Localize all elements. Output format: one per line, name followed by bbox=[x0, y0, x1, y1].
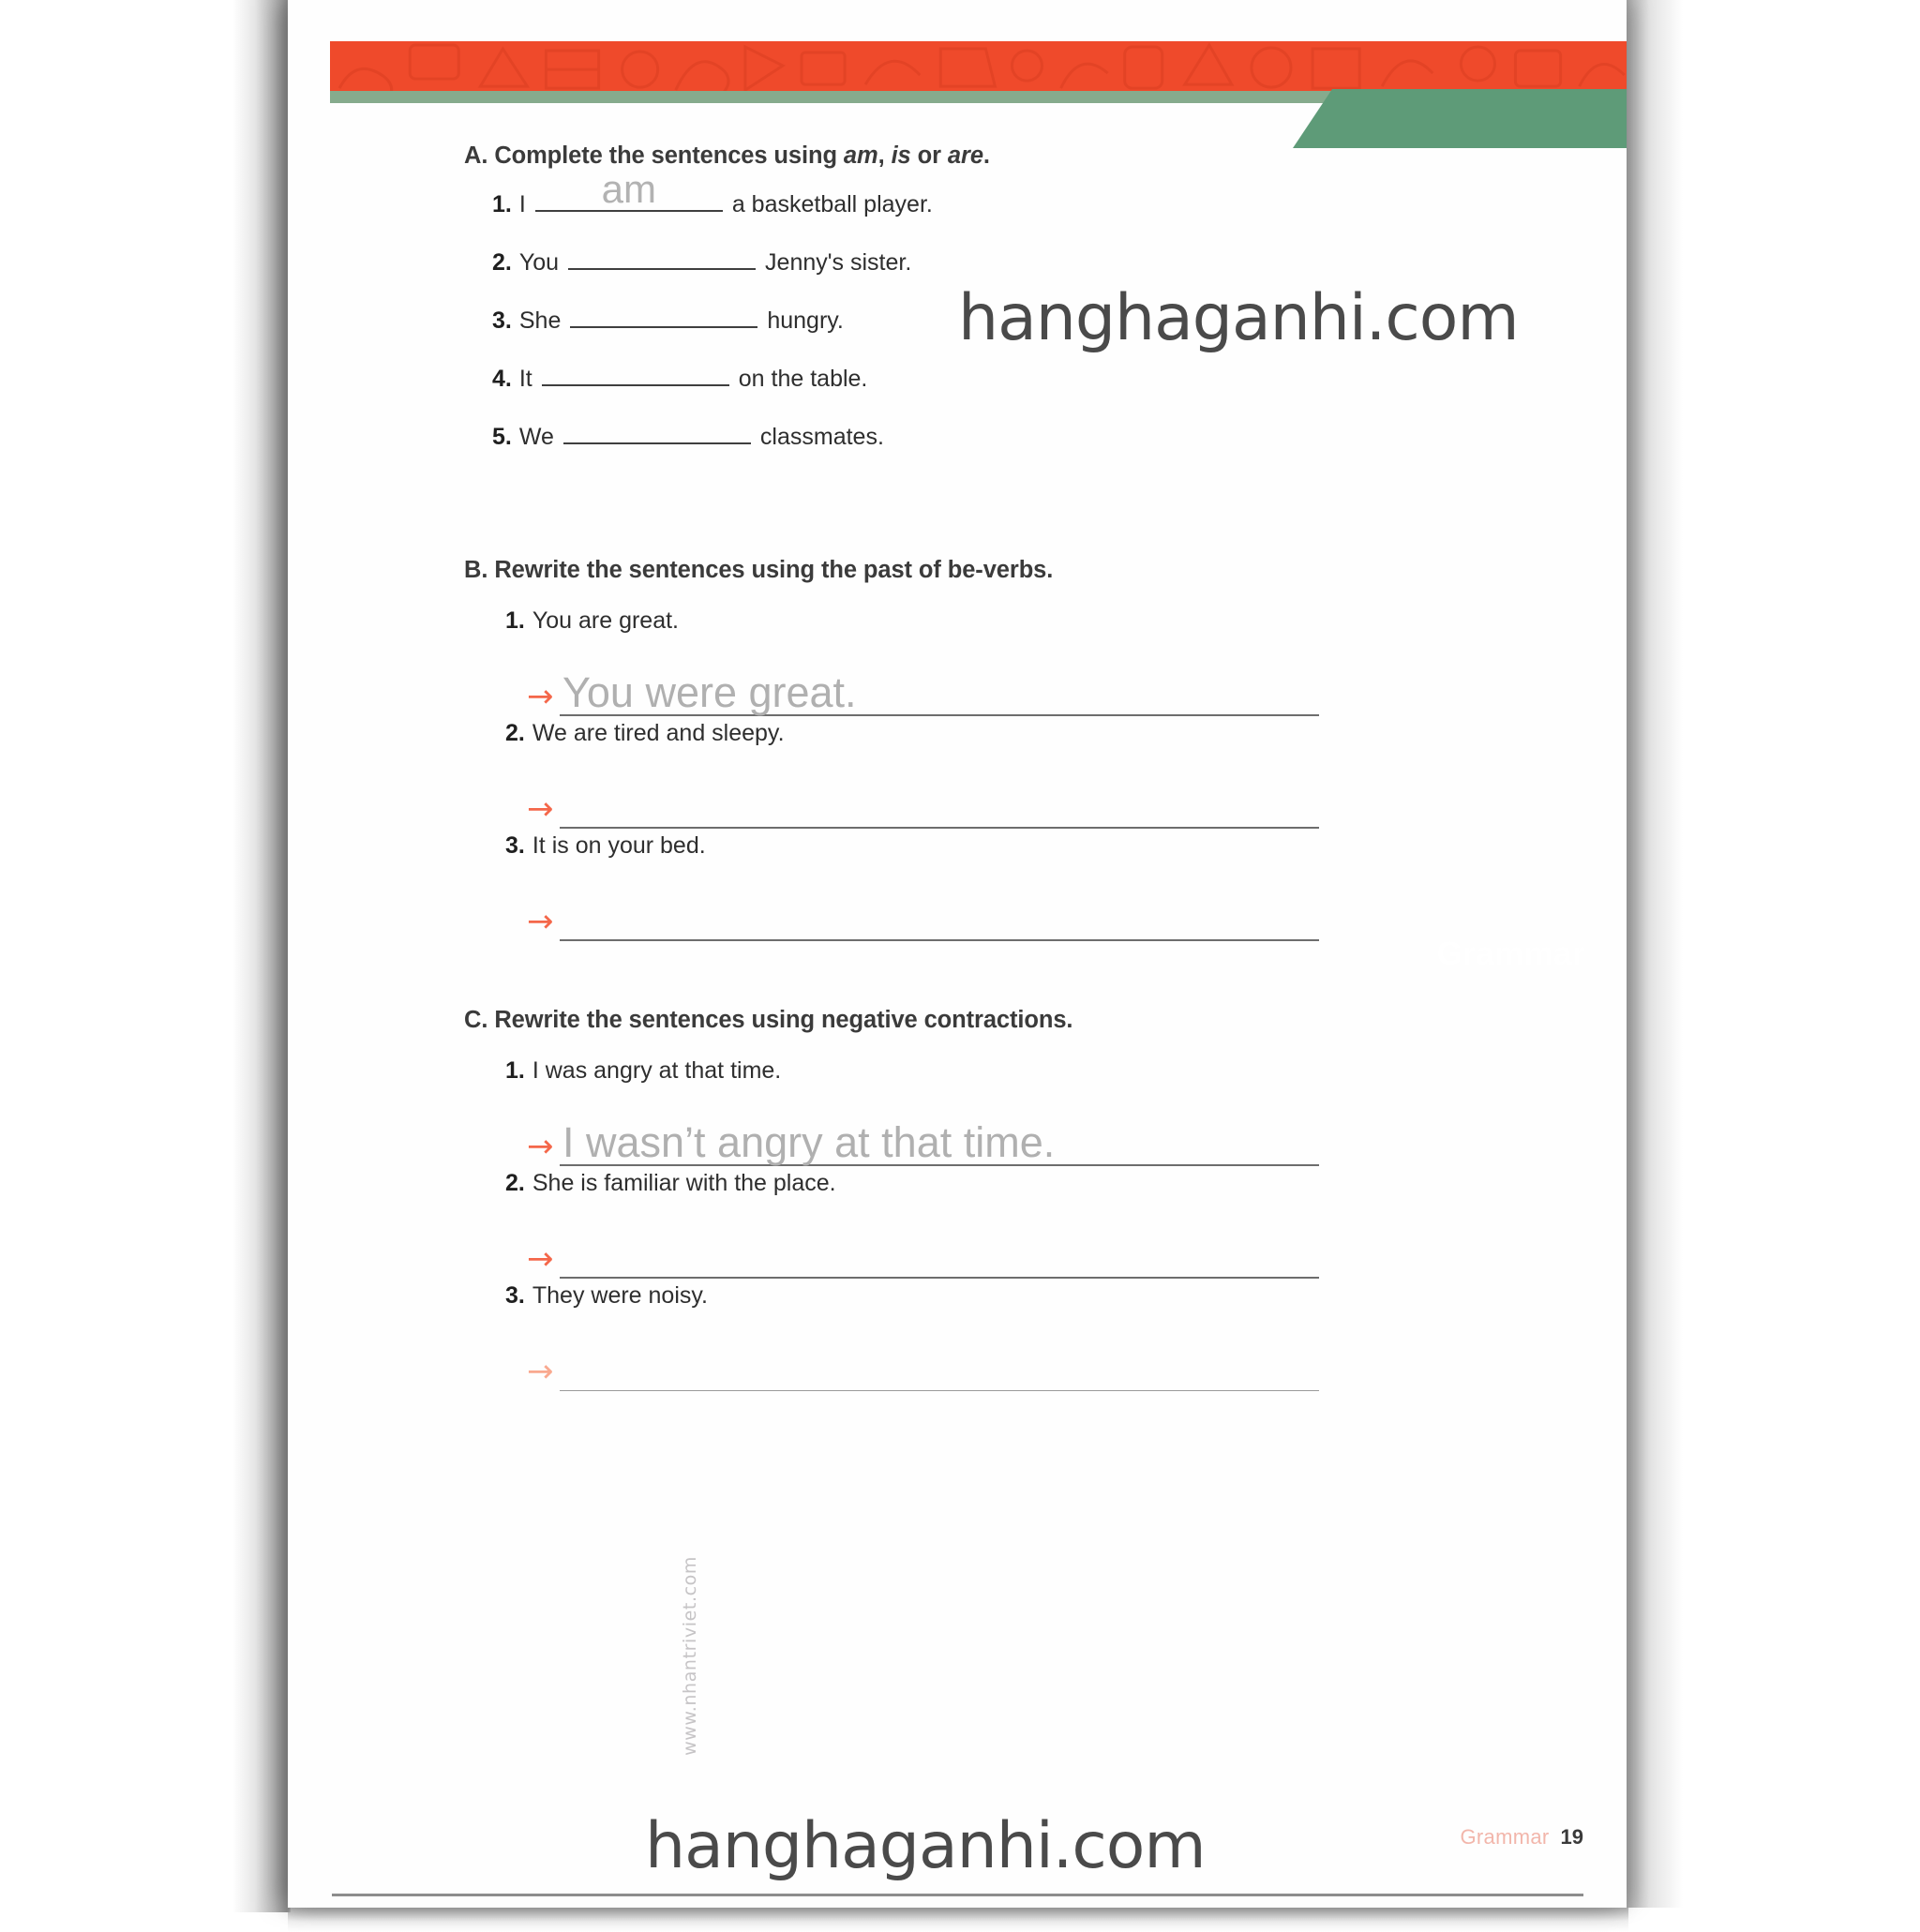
item-predicate: on the table. bbox=[738, 366, 868, 392]
section-heading-a bbox=[464, 142, 990, 170]
page-binding-shadow bbox=[232, 0, 291, 1912]
answer-line[interactable] bbox=[527, 1119, 1319, 1166]
handwritten-answer: I wasn’t angry at that time. bbox=[562, 1118, 1056, 1166]
item-number: 3. bbox=[505, 1282, 525, 1309]
section-heading-text: Complete the sentences using am, is or are. bbox=[494, 142, 990, 169]
section-letter: C. bbox=[464, 1007, 488, 1033]
section-heading-b bbox=[464, 557, 1053, 584]
footer-section-label: Grammar bbox=[1460, 1825, 1550, 1849]
exercise-prompt bbox=[505, 832, 706, 860]
arrow-right-icon: → bbox=[527, 903, 554, 940]
item-number: 3. bbox=[505, 832, 525, 859]
answer-blank[interactable] bbox=[570, 302, 758, 328]
watermark-top: hanghaganhi.com bbox=[958, 281, 1519, 355]
exercise-a-item bbox=[492, 360, 867, 393]
item-subject: We bbox=[518, 424, 554, 450]
arrow-right-icon: → bbox=[527, 1128, 554, 1165]
side-vertical-url: www.nhantriviet.com bbox=[680, 1556, 700, 1756]
handwritten-answer: am bbox=[601, 167, 656, 211]
writing-rule bbox=[560, 827, 1319, 829]
item-number: 4. bbox=[492, 366, 512, 392]
grammar-tab-label: Grammar bbox=[1436, 935, 1585, 972]
arrow-right-icon: → bbox=[527, 678, 554, 715]
arrow-right-icon: → bbox=[527, 1240, 554, 1278]
exercise-prompt bbox=[505, 720, 785, 747]
answer-line[interactable] bbox=[527, 894, 1319, 941]
ghost-text bbox=[1244, 195, 1251, 221]
item-predicate: Jenny's sister. bbox=[765, 249, 912, 276]
item-number: 2. bbox=[505, 1170, 525, 1196]
item-predicate: a basketball player. bbox=[731, 191, 933, 217]
answer-blank[interactable] bbox=[542, 360, 729, 386]
item-subject: It bbox=[518, 366, 532, 392]
writing-rule bbox=[560, 1277, 1319, 1279]
answer-line[interactable] bbox=[527, 782, 1319, 829]
footer-page-number: 19 bbox=[1560, 1825, 1583, 1849]
writing-rule bbox=[560, 939, 1319, 941]
answer-blank[interactable] bbox=[563, 418, 751, 444]
exercise-a-item bbox=[492, 167, 933, 218]
handwritten-answer: You were great. bbox=[562, 668, 857, 716]
answer-line[interactable] bbox=[527, 1232, 1319, 1279]
prompt-sentence: She is familiar with the place. bbox=[532, 1170, 836, 1196]
item-number: 1. bbox=[505, 607, 525, 634]
answer-blank[interactable] bbox=[568, 244, 756, 270]
prompt-sentence: I was angry at that time. bbox=[532, 1057, 782, 1084]
answer-blank[interactable] bbox=[535, 167, 723, 212]
page-right-shadow bbox=[1627, 0, 1683, 1908]
watermark-bottom: hanghaganhi.com bbox=[645, 1809, 1206, 1883]
footer-rule bbox=[332, 1894, 1583, 1896]
exercise-a-item bbox=[492, 302, 844, 335]
prompt-sentence: We are tired and sleepy. bbox=[532, 720, 785, 746]
exercise-prompt bbox=[505, 1057, 781, 1085]
prompt-sentence: You are great. bbox=[532, 607, 679, 634]
prompt-sentence: It is on your bed. bbox=[532, 832, 706, 859]
arrow-right-icon: → bbox=[527, 1353, 554, 1390]
exercise-prompt bbox=[505, 1170, 836, 1197]
answer-line[interactable] bbox=[527, 669, 1319, 716]
prompt-sentence: They were noisy. bbox=[532, 1282, 708, 1309]
writing-rule bbox=[560, 1390, 1319, 1391]
arrow-right-icon: → bbox=[527, 790, 554, 828]
item-subject: She bbox=[518, 307, 562, 334]
item-number: 1. bbox=[505, 1057, 525, 1084]
exercise-prompt bbox=[505, 607, 679, 635]
item-predicate: hungry. bbox=[767, 307, 844, 334]
section-letter: B. bbox=[464, 557, 488, 583]
section-heading-c bbox=[464, 1007, 1072, 1034]
section-heading-text: Rewrite the sentences using negative contractions. bbox=[494, 1007, 1073, 1033]
page-bottom-shadow bbox=[288, 1908, 1628, 1932]
item-predicate: classmates. bbox=[759, 424, 884, 450]
item-subject: I bbox=[518, 191, 526, 217]
section-heading-text: Rewrite the sentences using the past of be-verbs. bbox=[494, 557, 1054, 583]
item-subject: You bbox=[518, 249, 560, 276]
item-number: 3. bbox=[492, 307, 512, 334]
item-number: 5. bbox=[492, 424, 512, 450]
page-footer bbox=[1461, 1825, 1583, 1850]
exercise-a-item bbox=[492, 244, 911, 277]
exercise-a-item bbox=[492, 418, 884, 451]
item-number: 1. bbox=[492, 191, 512, 217]
item-number: 2. bbox=[492, 249, 512, 276]
item-number: 2. bbox=[505, 720, 525, 746]
answer-line[interactable] bbox=[527, 1344, 1319, 1391]
section-letter: A. bbox=[464, 142, 488, 169]
exercise-prompt bbox=[505, 1282, 708, 1310]
